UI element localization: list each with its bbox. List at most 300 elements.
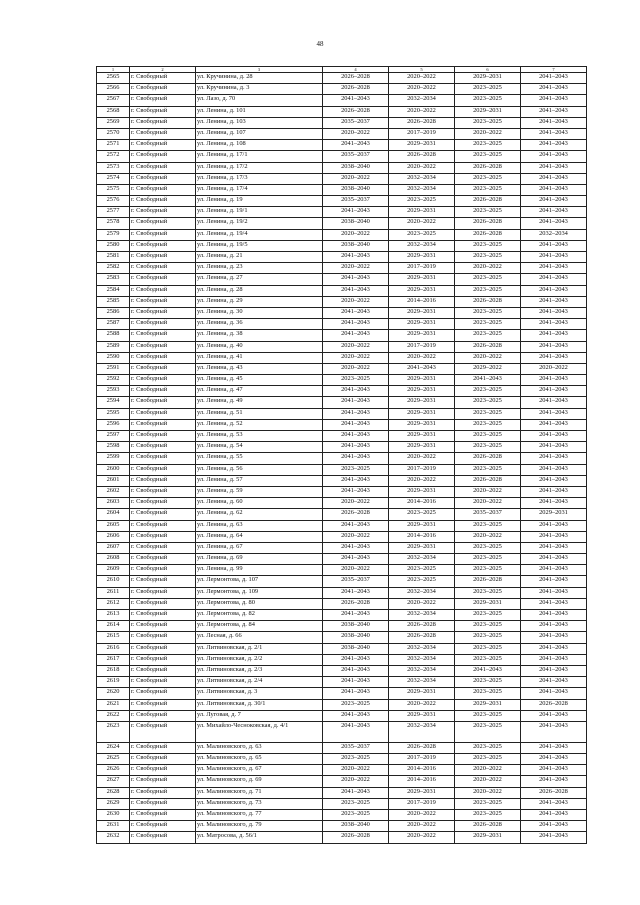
address-cell: ул. Ленина, д. 38 (196, 330, 323, 341)
table-row (97, 665, 587, 676)
period-cell-6: 2020–2022 (455, 498, 521, 509)
city-cell: г. Свободный (130, 453, 196, 464)
row-number: 2602 (97, 486, 130, 497)
period-cell-6: 2023–2025 (455, 330, 521, 341)
address-cell: ул. Ленина, д. 67 (196, 542, 323, 553)
period-cell-7: 2041–2043 (521, 475, 587, 486)
city-cell: г. Свободный (130, 196, 196, 207)
period-cell-4: 2038–2040 (323, 621, 389, 632)
period-cell-5: 2023–2025 (389, 509, 455, 520)
address-cell: ул. Ленина, д. 51 (196, 408, 323, 419)
address-cell: ул. Ленина, д. 21 (196, 252, 323, 263)
period-cell-5: 2020–2022 (389, 832, 455, 843)
city-cell: г. Свободный (130, 84, 196, 95)
table-row (97, 688, 587, 699)
city-cell: г. Свободный (130, 542, 196, 553)
period-cell-4: 2020–2022 (323, 341, 389, 352)
period-cell-7: 2041–2043 (521, 621, 587, 632)
period-cell-7: 2041–2043 (521, 319, 587, 330)
city-cell: г. Свободный (130, 352, 196, 363)
city-cell: г. Свободный (130, 184, 196, 195)
period-cell-6: 2041–2043 (455, 375, 521, 386)
row-number: 2620 (97, 688, 130, 699)
city-cell: г. Свободный (130, 721, 196, 742)
period-cell-7: 2041–2043 (521, 742, 587, 753)
period-cell-7: 2041–2043 (521, 419, 587, 430)
period-cell-6: 2023–2025 (455, 386, 521, 397)
row-number: 2627 (97, 776, 130, 787)
table-row (97, 542, 587, 553)
address-cell: ул. Ленина, д. 28 (196, 285, 323, 296)
address-cell: ул. Ленина, д. 69 (196, 554, 323, 565)
row-number: 2582 (97, 263, 130, 274)
table-row (97, 520, 587, 531)
table-row (97, 643, 587, 654)
period-cell-7: 2041–2043 (521, 520, 587, 531)
row-number: 2583 (97, 274, 130, 285)
period-cell-4: 2041–2043 (323, 587, 389, 598)
city-cell: г. Свободный (130, 643, 196, 654)
city-cell: г. Свободный (130, 565, 196, 576)
period-cell-6: 2020–2022 (455, 787, 521, 798)
period-cell-5: 2032–2034 (389, 610, 455, 621)
city-cell: г. Свободный (130, 787, 196, 798)
table-row (97, 654, 587, 665)
period-cell-6: 2023–2025 (455, 184, 521, 195)
period-cell-4: 2041–2043 (323, 307, 389, 318)
period-cell-4: 2041–2043 (323, 431, 389, 442)
table-row (97, 832, 587, 843)
city-cell: г. Свободный (130, 307, 196, 318)
period-cell-6: 2023–2025 (455, 565, 521, 576)
period-cell-7: 2041–2043 (521, 173, 587, 184)
period-cell-7: 2041–2043 (521, 397, 587, 408)
city-cell: г. Свободный (130, 665, 196, 676)
city-cell: г. Свободный (130, 386, 196, 397)
row-number: 2610 (97, 576, 130, 587)
period-cell-5: 2026–2028 (389, 621, 455, 632)
city-cell: г. Свободный (130, 117, 196, 128)
address-cell: ул. Литвиновская, д. 2/1 (196, 643, 323, 654)
period-cell-5: 2029–2031 (389, 397, 455, 408)
period-cell-5: 2029–2031 (389, 787, 455, 798)
table-row (97, 810, 587, 821)
row-number: 2566 (97, 84, 130, 95)
table-row (97, 263, 587, 274)
city-cell: г. Свободный (130, 319, 196, 330)
city-cell: г. Свободный (130, 654, 196, 665)
period-cell-5: 2020–2022 (389, 699, 455, 710)
period-cell-4: 2020–2022 (323, 128, 389, 139)
address-cell: ул. Ленина, д. 57 (196, 475, 323, 486)
period-cell-4: 2035–2037 (323, 196, 389, 207)
row-number: 2594 (97, 397, 130, 408)
period-cell-5: 2020–2022 (389, 162, 455, 173)
period-cell-5: 2017–2019 (389, 754, 455, 765)
period-cell-6: 2023–2025 (455, 173, 521, 184)
table-row (97, 798, 587, 809)
row-number: 2616 (97, 643, 130, 654)
period-cell-6: 2023–2025 (455, 207, 521, 218)
address-cell: ул. Малиновского, д. 65 (196, 754, 323, 765)
row-number: 2598 (97, 442, 130, 453)
city-cell: г. Свободный (130, 576, 196, 587)
period-cell-5: 2029–2031 (389, 319, 455, 330)
row-number: 2628 (97, 787, 130, 798)
address-cell: ул. Ленина, д. 19/5 (196, 240, 323, 251)
address-cell: ул. Ленина, д. 47 (196, 386, 323, 397)
address-cell: ул. Ленина, д. 52 (196, 419, 323, 430)
period-cell-7: 2041–2043 (521, 330, 587, 341)
period-cell-5: 2029–2031 (389, 274, 455, 285)
row-number: 2570 (97, 128, 130, 139)
period-cell-6: 2026–2028 (455, 162, 521, 173)
period-cell-6: 2023–2025 (455, 464, 521, 475)
header-cell: 7 (521, 67, 587, 73)
period-cell-4: 2041–2043 (323, 542, 389, 553)
row-number: 2626 (97, 765, 130, 776)
period-cell-4: 2041–2043 (323, 274, 389, 285)
period-cell-5: 2029–2031 (389, 207, 455, 218)
period-cell-4: 2020–2022 (323, 296, 389, 307)
period-cell-4: 2026–2028 (323, 73, 389, 84)
period-cell-5: 2029–2031 (389, 688, 455, 699)
period-cell-5: 2029–2031 (389, 307, 455, 318)
city-cell: г. Свободный (130, 632, 196, 643)
city-cell: г. Свободный (130, 229, 196, 240)
period-cell-6: 2023–2025 (455, 151, 521, 162)
period-cell-5: 2020–2022 (389, 475, 455, 486)
period-cell-4: 2020–2022 (323, 531, 389, 542)
period-cell-5: 2026–2028 (389, 151, 455, 162)
city-cell: г. Свободный (130, 688, 196, 699)
row-number: 2612 (97, 598, 130, 609)
table-row (97, 95, 587, 106)
row-number: 2613 (97, 610, 130, 621)
period-cell-5: 2020–2022 (389, 453, 455, 464)
address-cell: ул. Малиновского, д. 77 (196, 810, 323, 821)
row-number: 2585 (97, 296, 130, 307)
period-cell-7: 2041–2043 (521, 184, 587, 195)
table-row (97, 341, 587, 352)
period-cell-6: 2026–2028 (455, 296, 521, 307)
city-cell: г. Свободный (130, 106, 196, 117)
row-number: 2589 (97, 341, 130, 352)
period-cell-4: 2026–2028 (323, 106, 389, 117)
table-row (97, 587, 587, 598)
city-cell: г. Свободный (130, 498, 196, 509)
period-cell-4: 2041–2043 (323, 252, 389, 263)
city-cell: г. Свободный (130, 832, 196, 843)
table-row (97, 330, 587, 341)
period-cell-6: 2023–2025 (455, 621, 521, 632)
period-cell-4: 2038–2040 (323, 643, 389, 654)
city-cell: г. Свободный (130, 699, 196, 710)
address-cell: ул. Кручинина, д. 3 (196, 84, 323, 95)
period-cell-4: 2038–2040 (323, 821, 389, 832)
table-row (97, 531, 587, 542)
address-cell: ул. Ленина, д. 59 (196, 486, 323, 497)
city-cell: г. Свободный (130, 610, 196, 621)
row-number: 2565 (97, 73, 130, 84)
period-cell-7: 2041–2043 (521, 408, 587, 419)
period-cell-7: 2041–2043 (521, 274, 587, 285)
period-cell-4: 2020–2022 (323, 363, 389, 374)
row-number: 2571 (97, 140, 130, 151)
table-row (97, 408, 587, 419)
period-cell-5: 2029–2031 (389, 386, 455, 397)
period-cell-5: 2032–2034 (389, 554, 455, 565)
period-cell-5: 2014–2016 (389, 776, 455, 787)
address-cell: ул. Ленина, д. 17/2 (196, 162, 323, 173)
period-cell-7: 2041–2043 (521, 196, 587, 207)
period-cell-6: 2023–2025 (455, 442, 521, 453)
city-cell: г. Свободный (130, 73, 196, 84)
table-row (97, 677, 587, 688)
table-row (97, 229, 587, 240)
row-number: 2580 (97, 240, 130, 251)
period-cell-6: 2023–2025 (455, 688, 521, 699)
row-number: 2584 (97, 285, 130, 296)
housing-registry-table (96, 66, 587, 844)
period-cell-5: 2020–2022 (389, 821, 455, 832)
period-cell-4: 2041–2043 (323, 486, 389, 497)
period-cell-7: 2041–2043 (521, 442, 587, 453)
city-cell: г. Свободный (130, 520, 196, 531)
period-cell-4: 2035–2037 (323, 576, 389, 587)
period-cell-5: 2032–2034 (389, 184, 455, 195)
row-number: 2572 (97, 151, 130, 162)
row-number: 2577 (97, 207, 130, 218)
period-cell-4: 2038–2040 (323, 218, 389, 229)
period-cell-6: 2023–2025 (455, 632, 521, 643)
period-cell-4: 2020–2022 (323, 776, 389, 787)
period-cell-5: 2032–2034 (389, 95, 455, 106)
table-row (97, 498, 587, 509)
period-cell-4: 2026–2028 (323, 84, 389, 95)
row-number: 2623 (97, 721, 130, 742)
period-cell-4: 2041–2043 (323, 140, 389, 151)
table-row (97, 184, 587, 195)
header-cell: 3 (196, 67, 323, 73)
period-cell-6: 2023–2025 (455, 252, 521, 263)
period-cell-6: 2023–2025 (455, 542, 521, 553)
period-cell-4: 2041–2043 (323, 419, 389, 430)
city-cell: г. Свободный (130, 765, 196, 776)
address-cell: ул. Ленина, д. 49 (196, 397, 323, 408)
row-number: 2604 (97, 509, 130, 520)
table-row (97, 621, 587, 632)
period-cell-6: 2023–2025 (455, 285, 521, 296)
period-cell-5: 2026–2028 (389, 117, 455, 128)
period-cell-6: 2020–2022 (455, 531, 521, 542)
city-cell: г. Свободный (130, 419, 196, 430)
table-row (97, 453, 587, 464)
period-cell-5: 2029–2031 (389, 375, 455, 386)
period-cell-6: 2023–2025 (455, 140, 521, 151)
city-cell: г. Свободный (130, 341, 196, 352)
period-cell-5: 2017–2019 (389, 798, 455, 809)
period-cell-7: 2041–2043 (521, 285, 587, 296)
table-row (97, 363, 587, 374)
address-cell: ул. Ленина, д. 63 (196, 520, 323, 531)
period-cell-5: 2014–2016 (389, 765, 455, 776)
city-cell: г. Свободный (130, 810, 196, 821)
period-cell-4: 2041–2043 (323, 207, 389, 218)
period-cell-6: 2023–2025 (455, 319, 521, 330)
row-number: 2567 (97, 95, 130, 106)
period-cell-4: 2041–2043 (323, 408, 389, 419)
period-cell-6: 2029–2031 (455, 106, 521, 117)
period-cell-6: 2026–2028 (455, 341, 521, 352)
period-cell-5: 2020–2022 (389, 73, 455, 84)
period-cell-6: 2023–2025 (455, 721, 521, 742)
table-row (97, 386, 587, 397)
period-cell-6: 2023–2025 (455, 408, 521, 419)
table-row (97, 240, 587, 251)
period-cell-4: 2041–2043 (323, 610, 389, 621)
address-cell: ул. Ленина, д. 19/1 (196, 207, 323, 218)
period-cell-5: 2029–2031 (389, 520, 455, 531)
period-cell-6: 2041–2043 (455, 665, 521, 676)
period-cell-5: 2032–2034 (389, 665, 455, 676)
row-number: 2569 (97, 117, 130, 128)
row-number: 2586 (97, 307, 130, 318)
period-cell-5: 2029–2031 (389, 419, 455, 430)
row-number: 2595 (97, 408, 130, 419)
period-cell-7: 2041–2043 (521, 776, 587, 787)
period-cell-6: 2023–2025 (455, 754, 521, 765)
period-cell-6: 2020–2022 (455, 486, 521, 497)
period-cell-6: 2020–2022 (455, 352, 521, 363)
period-cell-5: 2032–2034 (389, 643, 455, 654)
period-cell-5: 2029–2031 (389, 486, 455, 497)
city-cell: г. Свободный (130, 464, 196, 475)
period-cell-7: 2041–2043 (521, 643, 587, 654)
period-cell-6: 2023–2025 (455, 710, 521, 721)
period-cell-5: 2029–2031 (389, 542, 455, 553)
table-row (97, 598, 587, 609)
period-cell-4: 2026–2028 (323, 832, 389, 843)
city-cell: г. Свободный (130, 173, 196, 184)
city-cell: г. Свободный (130, 285, 196, 296)
period-cell-6: 2029–2031 (455, 832, 521, 843)
address-cell: ул. Ленина, д. 17/1 (196, 151, 323, 162)
period-cell-7: 2041–2043 (521, 821, 587, 832)
row-number: 2629 (97, 798, 130, 809)
row-number: 2608 (97, 554, 130, 565)
table-row (97, 699, 587, 710)
period-cell-4: 2041–2043 (323, 677, 389, 688)
period-cell-6: 2023–2025 (455, 240, 521, 251)
address-cell: ул. Лесная, д. 66 (196, 632, 323, 643)
address-cell: ул. Михайло-Чесноковская, д. 4/1 (196, 721, 323, 742)
table-row (97, 151, 587, 162)
period-cell-7: 2041–2043 (521, 73, 587, 84)
row-number: 2579 (97, 229, 130, 240)
address-cell: ул. Кручинина, д. 28 (196, 73, 323, 84)
row-number: 2632 (97, 832, 130, 843)
table-row (97, 776, 587, 787)
city-cell: г. Свободный (130, 397, 196, 408)
address-cell: ул. Ленина, д. 54 (196, 442, 323, 453)
period-cell-6: 2029–2022 (455, 363, 521, 374)
table-row (97, 84, 587, 95)
period-cell-7: 2041–2043 (521, 486, 587, 497)
row-number: 2624 (97, 742, 130, 753)
header-cell: 5 (389, 67, 455, 73)
period-cell-7: 2041–2043 (521, 810, 587, 821)
city-cell: г. Свободный (130, 621, 196, 632)
period-cell-7: 2041–2043 (521, 252, 587, 263)
period-cell-4: 2026–2028 (323, 598, 389, 609)
period-cell-6: 2029–2031 (455, 73, 521, 84)
address-cell: ул. Лермонтова, д. 84 (196, 621, 323, 632)
period-cell-4: 2023–2025 (323, 810, 389, 821)
period-cell-4: 2041–2043 (323, 330, 389, 341)
period-cell-7: 2041–2043 (521, 542, 587, 553)
address-cell: ул. Литвиновская, д. 30/1 (196, 699, 323, 710)
row-number: 2603 (97, 498, 130, 509)
city-cell: г. Свободный (130, 475, 196, 486)
period-cell-7: 2041–2043 (521, 677, 587, 688)
period-cell-5: 2032–2034 (389, 721, 455, 742)
address-cell: ул. Ленина, д. 103 (196, 117, 323, 128)
period-cell-6: 2029–2031 (455, 598, 521, 609)
city-cell: г. Свободный (130, 408, 196, 419)
row-number: 2621 (97, 699, 130, 710)
period-cell-5: 2020–2022 (389, 810, 455, 821)
address-cell: ул. Ленина, д. 55 (196, 453, 323, 464)
period-cell-4: 2041–2043 (323, 285, 389, 296)
period-cell-4: 2041–2043 (323, 520, 389, 531)
city-cell: г. Свободный (130, 742, 196, 753)
period-cell-6: 2026–2028 (455, 475, 521, 486)
period-cell-6: 2020–2022 (455, 128, 521, 139)
header-cell: 4 (323, 67, 389, 73)
period-cell-4: 2020–2022 (323, 565, 389, 576)
period-cell-7: 2041–2043 (521, 710, 587, 721)
period-cell-5: 2023–2025 (389, 229, 455, 240)
table-row (97, 419, 587, 430)
address-cell: ул. Ленина, д. 107 (196, 128, 323, 139)
table-row (97, 140, 587, 151)
city-cell: г. Свободный (130, 240, 196, 251)
table-row (97, 821, 587, 832)
period-cell-5: 2029–2031 (389, 431, 455, 442)
table-row (97, 307, 587, 318)
period-cell-5: 2020–2022 (389, 84, 455, 95)
row-number: 2599 (97, 453, 130, 464)
table-row (97, 742, 587, 753)
address-cell: ул. Луговая, д. 7 (196, 710, 323, 721)
city-cell: г. Свободный (130, 274, 196, 285)
period-cell-7: 2041–2043 (521, 721, 587, 742)
row-number: 2573 (97, 162, 130, 173)
period-cell-5: 2020–2022 (389, 598, 455, 609)
table-row (97, 252, 587, 263)
row-number: 2592 (97, 375, 130, 386)
row-number: 2625 (97, 754, 130, 765)
period-cell-4: 2041–2043 (323, 665, 389, 676)
table-row (97, 173, 587, 184)
address-cell: ул. Малиновского, д. 67 (196, 765, 323, 776)
city-cell: г. Свободный (130, 151, 196, 162)
period-cell-6: 2020–2022 (455, 776, 521, 787)
period-cell-7: 2041–2043 (521, 554, 587, 565)
row-number: 2587 (97, 319, 130, 330)
period-cell-5: 2017–2019 (389, 263, 455, 274)
